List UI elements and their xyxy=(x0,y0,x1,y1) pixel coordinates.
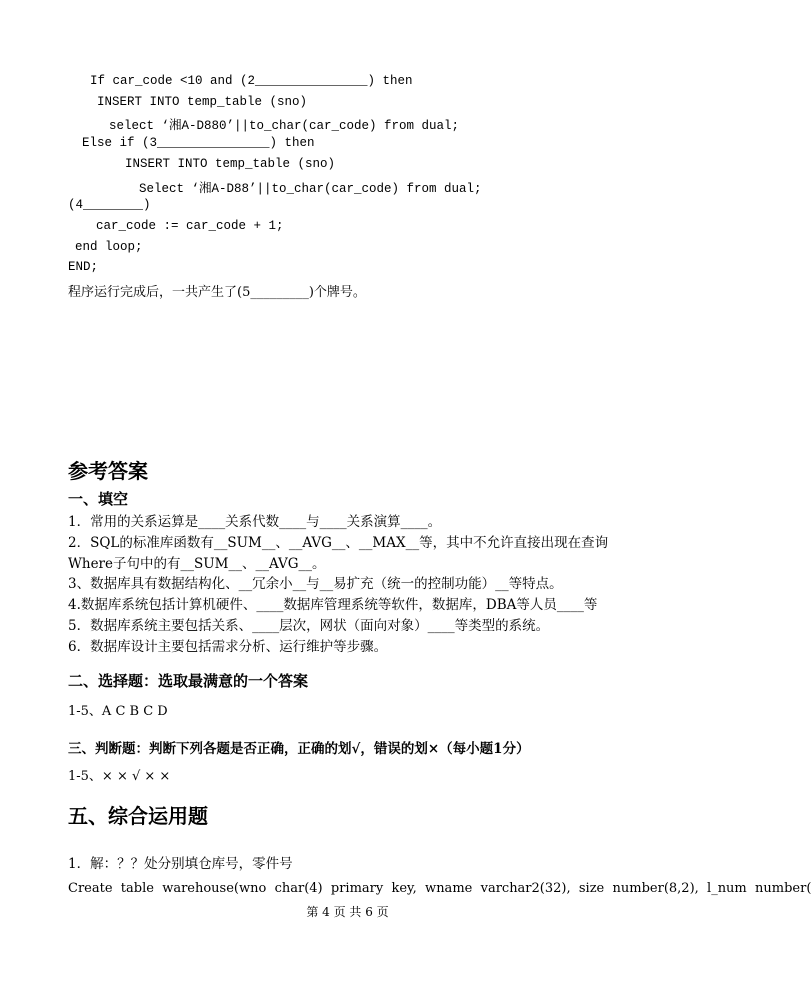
fill-answer-5: 5．数据库系统主要包括关系、____层次，网状（面向对象）____等类型的系统。 xyxy=(68,618,550,634)
section-choice-title: 二、选择题：选取最满意的一个答案 xyxy=(68,672,309,690)
page-footer: 第 4 页 共 6 页 xyxy=(306,905,389,919)
code-line: end loop; xyxy=(75,240,143,254)
section-fill-title: 一、填空 xyxy=(68,490,129,508)
code-line: If car_code <10 and (2_______________) then xyxy=(90,74,413,88)
code-line: (4________) xyxy=(68,198,151,212)
code-line: INSERT INTO temp_table (sno) xyxy=(125,157,336,171)
code-line: END; xyxy=(68,260,99,274)
code-line: INSERT INTO temp_table (sno) xyxy=(97,95,308,109)
code-line: car_code := car_code + 1; xyxy=(96,219,284,233)
comprehensive-answer-1: 1．解：？？处分别填仓库号，零件号 xyxy=(68,856,293,872)
fill-answer-2-cont: Where子句中的有__SUM__、__AVG__。 xyxy=(68,556,326,572)
fill-answer-3: 3、数据库具有数据结构化、__冗余小__与__易扩充（统一的控制功能）__等特点。 xyxy=(68,576,563,592)
code-line: select ‘湘A-D880’||to_char(car_code) from dual; xyxy=(109,119,460,133)
code-line: Select ‘湘A-D88’||to_char(car_code) from dual; xyxy=(139,182,482,196)
comprehensive-sql-line: Create table warehouse(wno char(4) primary key, wname varchar2(32), size number(8,2), l_num number( xyxy=(68,881,811,896)
choice-answers: 1-5、A C B C D xyxy=(68,704,168,719)
code-line: Else if (3_______________) then xyxy=(82,136,315,150)
section-comprehensive-title: 五、综合运用题 xyxy=(68,804,208,828)
section-judge-title: 三、判断题：判断下列各题是否正确，正确的划√，错误的划×（每小题1分） xyxy=(68,741,530,757)
answers-title: 参考答案 xyxy=(68,459,148,483)
fill-answer-4: 4.数据库系统包括计算机硬件、____数据库管理系统等软件，数据库，DBA等人员____等 xyxy=(68,597,598,613)
fill-answer-6: 6．数据库设计主要包括需求分析、运行维护等步骤。 xyxy=(68,639,388,655)
fill-answer-2: 2．SQL的标准库函数有__SUM__、__AVG__、__MAX__等，其中不允许直接出现在查询 xyxy=(68,535,609,551)
fill-answer-1: 1．常用的关系运算是____关系代数____与____关系演算____。 xyxy=(68,514,442,530)
judge-answers: 1-5、× × √ × × xyxy=(68,769,171,784)
code-result-line: 程序运行完成后，一共产生了(5_________)个牌号。 xyxy=(68,285,366,300)
